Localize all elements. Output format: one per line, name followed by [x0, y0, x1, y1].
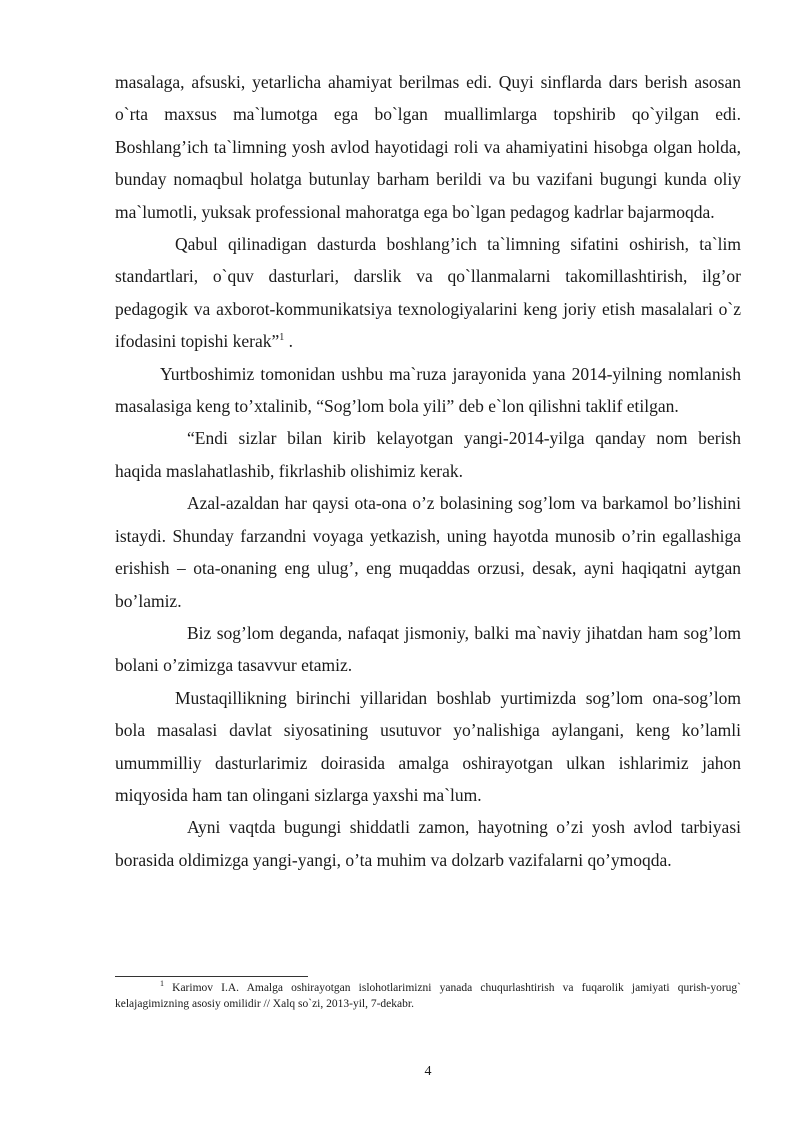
- page-number: 4: [424, 1064, 432, 1079]
- paragraph-2-tail: .: [284, 331, 294, 352]
- paragraph-8: Ayni vaqtda bugungi shiddatli zamon, hayotning o’zi yosh avlod tarbiyasi borasida oldimizga yangi-yangi, o’ta muhim va dolzarb vazifalarni qo’ymoqda.: [115, 817, 741, 870]
- paragraph-2-text: Qabul qilinadigan dasturda boshlang’ich ta`limning sifatini oshirish, ta`lim standartlari, o`quv dasturlari, darslik va qo`llanmalarni takomillashtirish, ilg’or pedagogik va axborot-kommunikatsiya texnologiyalarini keng joriy etish masalalari o`z ifodasini topishi kerak”: [115, 234, 741, 352]
- footnote: [115, 980, 741, 1012]
- footnote-marker: 1: [160, 979, 164, 989]
- paragraph-3: Yurtboshimiz tomonidan ushbu ma`ruza jarayonida yana 2014-yilning nomlanish masalasiga keng to’xtalinib, “Sog’lom bola yili” deb e`lon qilishni taklif etilgan.: [115, 363, 741, 417]
- footnote-reference[interactable]: 1: [279, 332, 285, 344]
- paragraph-4: “Endi sizlar bilan kirib kelayotgan yangi-2014-yilga qanday nom berish haqida maslahatlashib, fikrlashib olishimiz kerak.: [115, 428, 741, 481]
- paragraph-2: [115, 228, 741, 358]
- document-body: [115, 66, 741, 876]
- paragraph-1: masalaga, afsuski, yetarlicha ahamiyat berilmas edi. Quyi sinflarda dars berish asosan o`rta maxsus ma`lumotga ega bo`lgan muallimlarga topshirib qo`yilgan edi. Boshlang’ich ta`limning yosh avlod hayotidagi roli va ahamiyatini hisobga olgan holda, bunday nomaqbul holatga butunlay barham berildi va bu vazifani bugungi kunda oliy ma`lumotli, yuksak professional mahoratga ega bo`lgan pedagog kadrlar bajarmoqda.: [115, 72, 741, 222]
- footnote-divider: [115, 976, 308, 977]
- paragraph-5: Azal-azaldan har qaysi ota-ona o’z bolasining sog’lom va barkamol bo’lishini istaydi. Shunday farzandni voyaga yetkazish, uning hayotda munosib o’rin egallashiga erishish – ota-onaning eng ulug’, eng muqaddas orzusi, desak, ayni haqiqatni aytgan bo’lamiz.: [115, 493, 741, 611]
- paragraph-7: Mustaqillikning birinchi yillaridan boshlab yurtimizda sog’lom ona-sog’lom bola masalasi davlat siyosatining usutuvor yo’nalishiga aylangani, keng ko’lamli umummilliy dasturlarimiz doirasida amalga oshirayotgan ulkan ishlarimiz jahon miqyosida ham tan olingani sizlarga yaxshi ma`lum.: [115, 687, 741, 805]
- paragraph-6: Biz sog’lom deganda, nafaqat jismoniy, balki ma`naviy jihatdan ham sog’lom bolani o’zimizga tasavvur etamiz.: [115, 622, 741, 676]
- footnote-text: Karimov I.A. Amalga oshirayotgan islohotlarimizni yanada chuqurlashtirish va fuqarolik jamiyati qurish-yorug` kelajagimizning asosiy omilidir // Xalq so`zi, 2013-yil, 7-dekabr.: [115, 982, 741, 1010]
